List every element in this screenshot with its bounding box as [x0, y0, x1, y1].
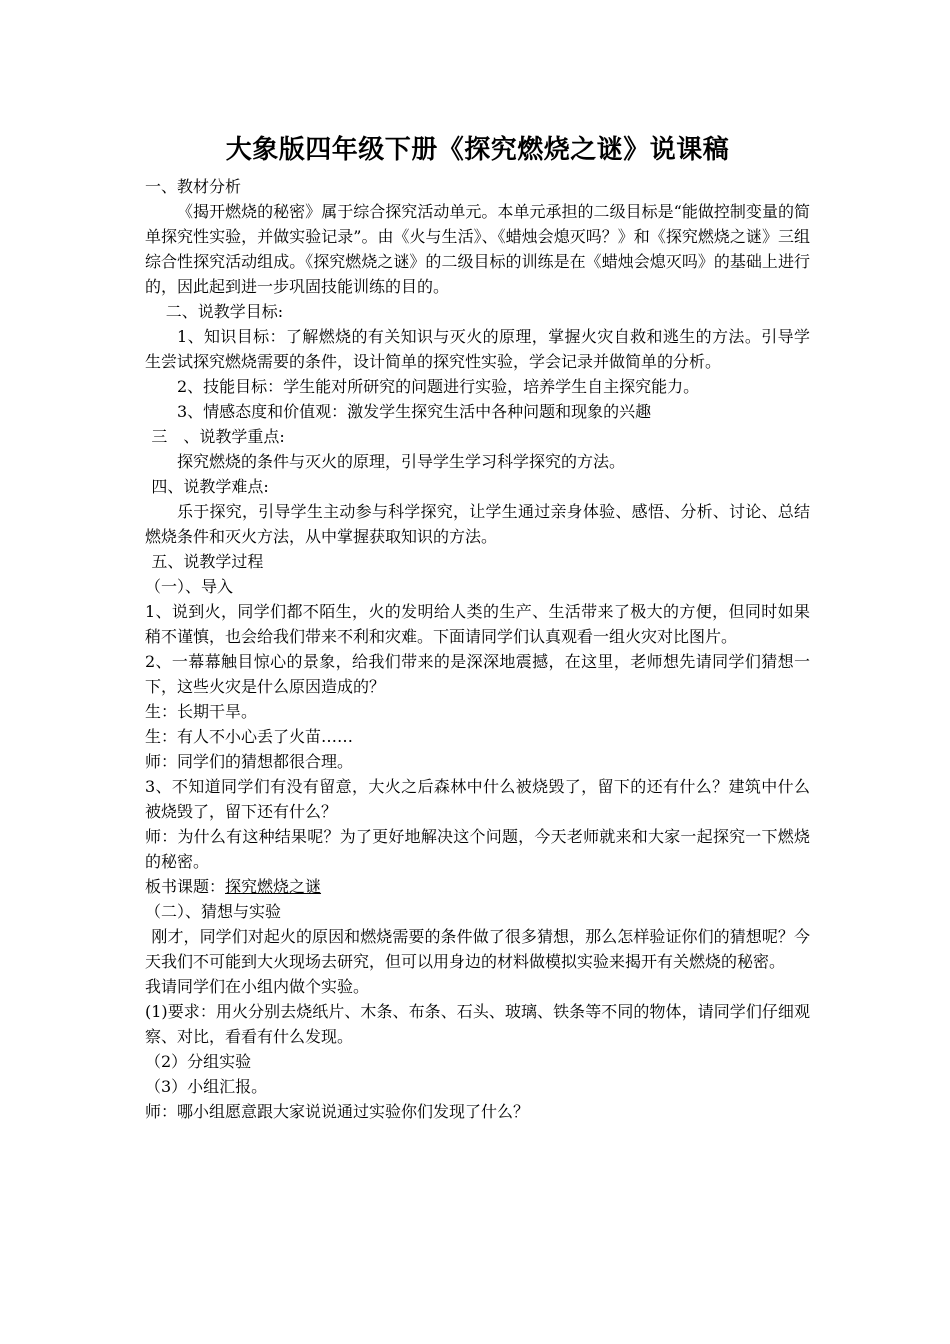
goal-knowledge: 1、知识目标：了解燃烧的有关知识与灭火的原理，掌握火灾自救和逃生的方法。引导学生尝试探究燃烧需要的条件，设计简单的探究性实验，学会记录并做简单的分析。 — [145, 327, 810, 371]
experiment-step-3: （3）小组汇报。 — [145, 1077, 268, 1096]
goal-skill: 2、技能目标：学生能对所研究的问题进行实验，培养学生自主探究能力。 — [177, 377, 700, 396]
section-heading-4: 四、说教学难点: — [151, 477, 269, 496]
section-heading-2: 二、说教学目标: — [165, 302, 284, 321]
section-heading-1: 一、教材分析 — [145, 177, 242, 196]
experiment-step-1: (1)要求：用火分别去烧纸片、木条、布条、石头、玻璃、铁条等不同的物体，请同学们仔细观察、对比，看看有什么发现。 — [145, 1002, 810, 1046]
section-heading-5: 五、说教学过程 — [151, 552, 264, 571]
paragraph-group-task: 我请同学们在小组内做个实验。 — [145, 977, 370, 996]
paragraph-difficulties: 乐于探究，引导学生主动参与科学探究，让学生通过亲身体验、感悟、分析、讨论、总结燃烧条件和灭火方法，从中掌握获取知识的方法。 — [145, 502, 810, 546]
intro-item-1: 1、说到火，同学们都不陌生，火的发明给人类的生产、生活带来了极大的方便，但同时如果稍不谨慎，也会给我们带来不利和灾难。下面请同学们认真观看一组火灾对比图片。 — [145, 602, 810, 646]
paragraph-hypothesis: 刚才，同学们对起火的原因和燃烧需要的条件做了很多猜想，那么怎样验证你们的猜想呢？今天我们不可能到大火现场去研究，但可以用身边的材料做模拟实验来揭开有关燃烧的秘密。 — [145, 927, 810, 971]
student-answer-1: 生：长期干旱。 — [145, 702, 258, 721]
board-topic: 探究燃烧之谜 — [225, 877, 322, 896]
teacher-remark-1: 师：同学们的猜想都很合理。 — [145, 752, 354, 771]
board-topic-line — [145, 874, 810, 899]
goal-emotion: 3、情感态度和价值观：激发学生探究生活中各种问题和现象的兴趣 — [177, 402, 652, 421]
subsection-intro: （一）、导入 — [145, 577, 234, 596]
subsection-experiment: （二）、猜想与实验 — [145, 902, 282, 921]
teacher-question: 师：哪小组愿意跟大家说说通过实验你们发现了什么？ — [145, 1102, 530, 1121]
section-heading-3: 三 、说教学重点: — [151, 427, 285, 446]
paragraph-key-points: 探究燃烧的条件与灭火的原理，引导学生学习科学探究的方法。 — [177, 452, 626, 471]
document-page — [145, 130, 810, 1124]
document-title: 大象版四年级下册《探究燃烧之谜》说课稿 — [225, 135, 730, 165]
student-answer-2: 生：有人不小心丢了火苗…… — [145, 727, 354, 746]
board-label: 板书课题： — [145, 877, 226, 896]
paragraph-material-analysis: 《揭开燃烧的秘密》属于综合探究活动单元。本单元承担的二级目标是“能做控制变量的简单探究性实验，并做实验记录”。由《火与生活》、《蜡烛会熄灭吗？》和《探究燃烧之谜》三组综合性探究活动组成。《探究燃烧之谜》的二级目标的训练是在《蜡烛会熄灭吗》的基础上进行的，因此起到进一步巩固技能训练的目的。 — [145, 202, 810, 296]
teacher-remark-2: 师：为什么有这种结果呢？为了更好地解决这个问题，今天老师就来和大家一起探究一下燃烧的秘密。 — [145, 827, 810, 871]
intro-item-3: 3、不知道同学们有没有留意，大火之后森林中什么被烧毁了，留下的还有什么？建筑中什么被烧毁了，留下还有什么？ — [145, 777, 810, 821]
experiment-step-2: （2）分组实验 — [145, 1052, 252, 1071]
intro-item-2: 2、一幕幕触目惊心的景象，给我们带来的是深深地震撼，在这里，老师想先请同学们猜想一下，这些火灾是什么原因造成的？ — [145, 652, 810, 696]
